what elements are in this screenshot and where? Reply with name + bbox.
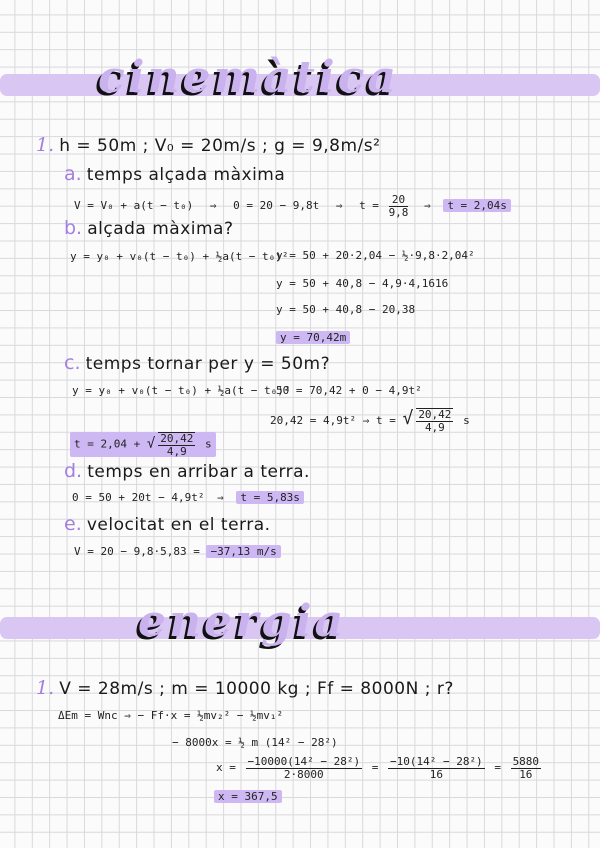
equation: 0 = 50 + 20t − 4,9t² bbox=[72, 491, 205, 504]
part-b-heading bbox=[64, 217, 233, 239]
section-title-energy: energia bbox=[138, 596, 347, 647]
problem-data: h = 50m ; V₀ = 20m/s ; g = 9,8m/s² bbox=[59, 136, 381, 156]
implies-arrow: ⇒ bbox=[335, 199, 343, 213]
equation: x = bbox=[216, 761, 236, 775]
implies-arrow: ⇒ bbox=[217, 491, 224, 504]
result-highlight: y = 70,42m bbox=[276, 331, 350, 344]
part-heading: velocitat en el terra. bbox=[86, 515, 271, 535]
problem-data: V = 28m/s ; m = 10000 kg ; Ff = 8000N ; r? bbox=[59, 679, 454, 699]
fraction: $\frac{20}{9,8}$ bbox=[388, 193, 409, 219]
part-heading: alçada màxima? bbox=[87, 219, 234, 239]
part-letter: b. bbox=[64, 217, 83, 239]
result-highlight: t = 2,04s bbox=[443, 199, 511, 212]
result-highlight: −37,13 m/s bbox=[206, 545, 280, 558]
part-letter: e. bbox=[64, 513, 82, 535]
part-letter: a. bbox=[64, 163, 82, 185]
part-letter: d. bbox=[64, 460, 83, 482]
problem-number: 1. bbox=[36, 677, 55, 699]
equation: V = V₀ + a(t − t₀) bbox=[74, 199, 194, 213]
unit: s bbox=[463, 414, 470, 427]
fraction: $\frac{\text{−10(14² − 28²)}}{16}$ bbox=[389, 755, 483, 781]
part-a-heading bbox=[64, 163, 285, 185]
equation: 0 = 20 − 9,8t bbox=[233, 199, 320, 213]
part-c-equation: y = y₀ + v₀(t − t₀) + ½a(t − t₀)² bbox=[72, 384, 291, 397]
energy-equation-1: ΔEm = Wnc ⇒ − Ff·x = ½mv₂² − ½mv₁² bbox=[58, 709, 284, 722]
energy-result-wrap bbox=[214, 790, 282, 803]
part-b-result-wrap bbox=[276, 331, 350, 344]
part-c-step-2 bbox=[270, 408, 470, 434]
fraction: $\frac{\text{−10000(14² − 28²)}}{2\cdot 8000}$ bbox=[247, 755, 361, 781]
part-b-step-3: y = 50 + 40,8 − 20,38 bbox=[276, 303, 416, 316]
equation: 20,42 = 4,9t² ⇒ t = bbox=[270, 414, 396, 427]
part-d-heading bbox=[64, 460, 310, 482]
part-a-equation bbox=[74, 194, 511, 218]
part-b-equation: y = y₀ + v₀(t − t₀) + ½a(t − t₀)² bbox=[70, 250, 289, 263]
equation: t = bbox=[359, 199, 379, 213]
equals-sign: = bbox=[371, 761, 379, 775]
energy-problem-statement bbox=[36, 677, 454, 699]
part-b-step-2: y = 50 + 40,8 − 4,9·4,1616 bbox=[276, 277, 449, 290]
part-c-heading bbox=[64, 352, 330, 374]
part-c-step-1: 50 = 70,42 + 0 − 4,9t² bbox=[276, 384, 422, 397]
energy-equation-2: − 8000x = ½ m (14² − 28²) bbox=[172, 736, 338, 749]
result-highlight: t = 2,04 + √ $\frac{20,42}{4,9}$ s bbox=[70, 432, 216, 457]
part-e-heading bbox=[64, 513, 271, 535]
part-c-result bbox=[70, 432, 216, 457]
sqrt-sign: √ bbox=[402, 408, 414, 429]
part-heading: temps tornar per y = 50m? bbox=[85, 354, 331, 374]
fraction: $\frac{20,42}{4,9}$ bbox=[418, 408, 452, 434]
energy-equation-3 bbox=[216, 756, 544, 780]
equation: V = 20 − 9,8·5,83 = bbox=[74, 545, 200, 558]
part-letter: c. bbox=[64, 352, 81, 374]
part-e-equation bbox=[74, 545, 281, 558]
equals-sign: = bbox=[494, 761, 501, 775]
implies-arrow: ⇒ bbox=[209, 199, 217, 213]
implies-arrow: ⇒ bbox=[424, 199, 431, 213]
problem-number: 1. bbox=[36, 134, 55, 156]
result-highlight: t = 5,83s bbox=[236, 491, 304, 504]
problem-statement bbox=[36, 134, 380, 156]
part-b-step-1: y = 50 + 20·2,04 − ½·9,8·2,04² bbox=[276, 249, 475, 262]
section-title-kinematics: cinemàtica bbox=[98, 52, 399, 103]
result-highlight: x = 367,5 bbox=[214, 790, 282, 803]
part-heading: temps alçada màxima bbox=[86, 165, 286, 185]
part-d-equation bbox=[72, 491, 304, 504]
part-heading: temps en arribar a terra. bbox=[87, 462, 310, 482]
fraction: $\frac{5880}{16}$ bbox=[512, 755, 540, 781]
